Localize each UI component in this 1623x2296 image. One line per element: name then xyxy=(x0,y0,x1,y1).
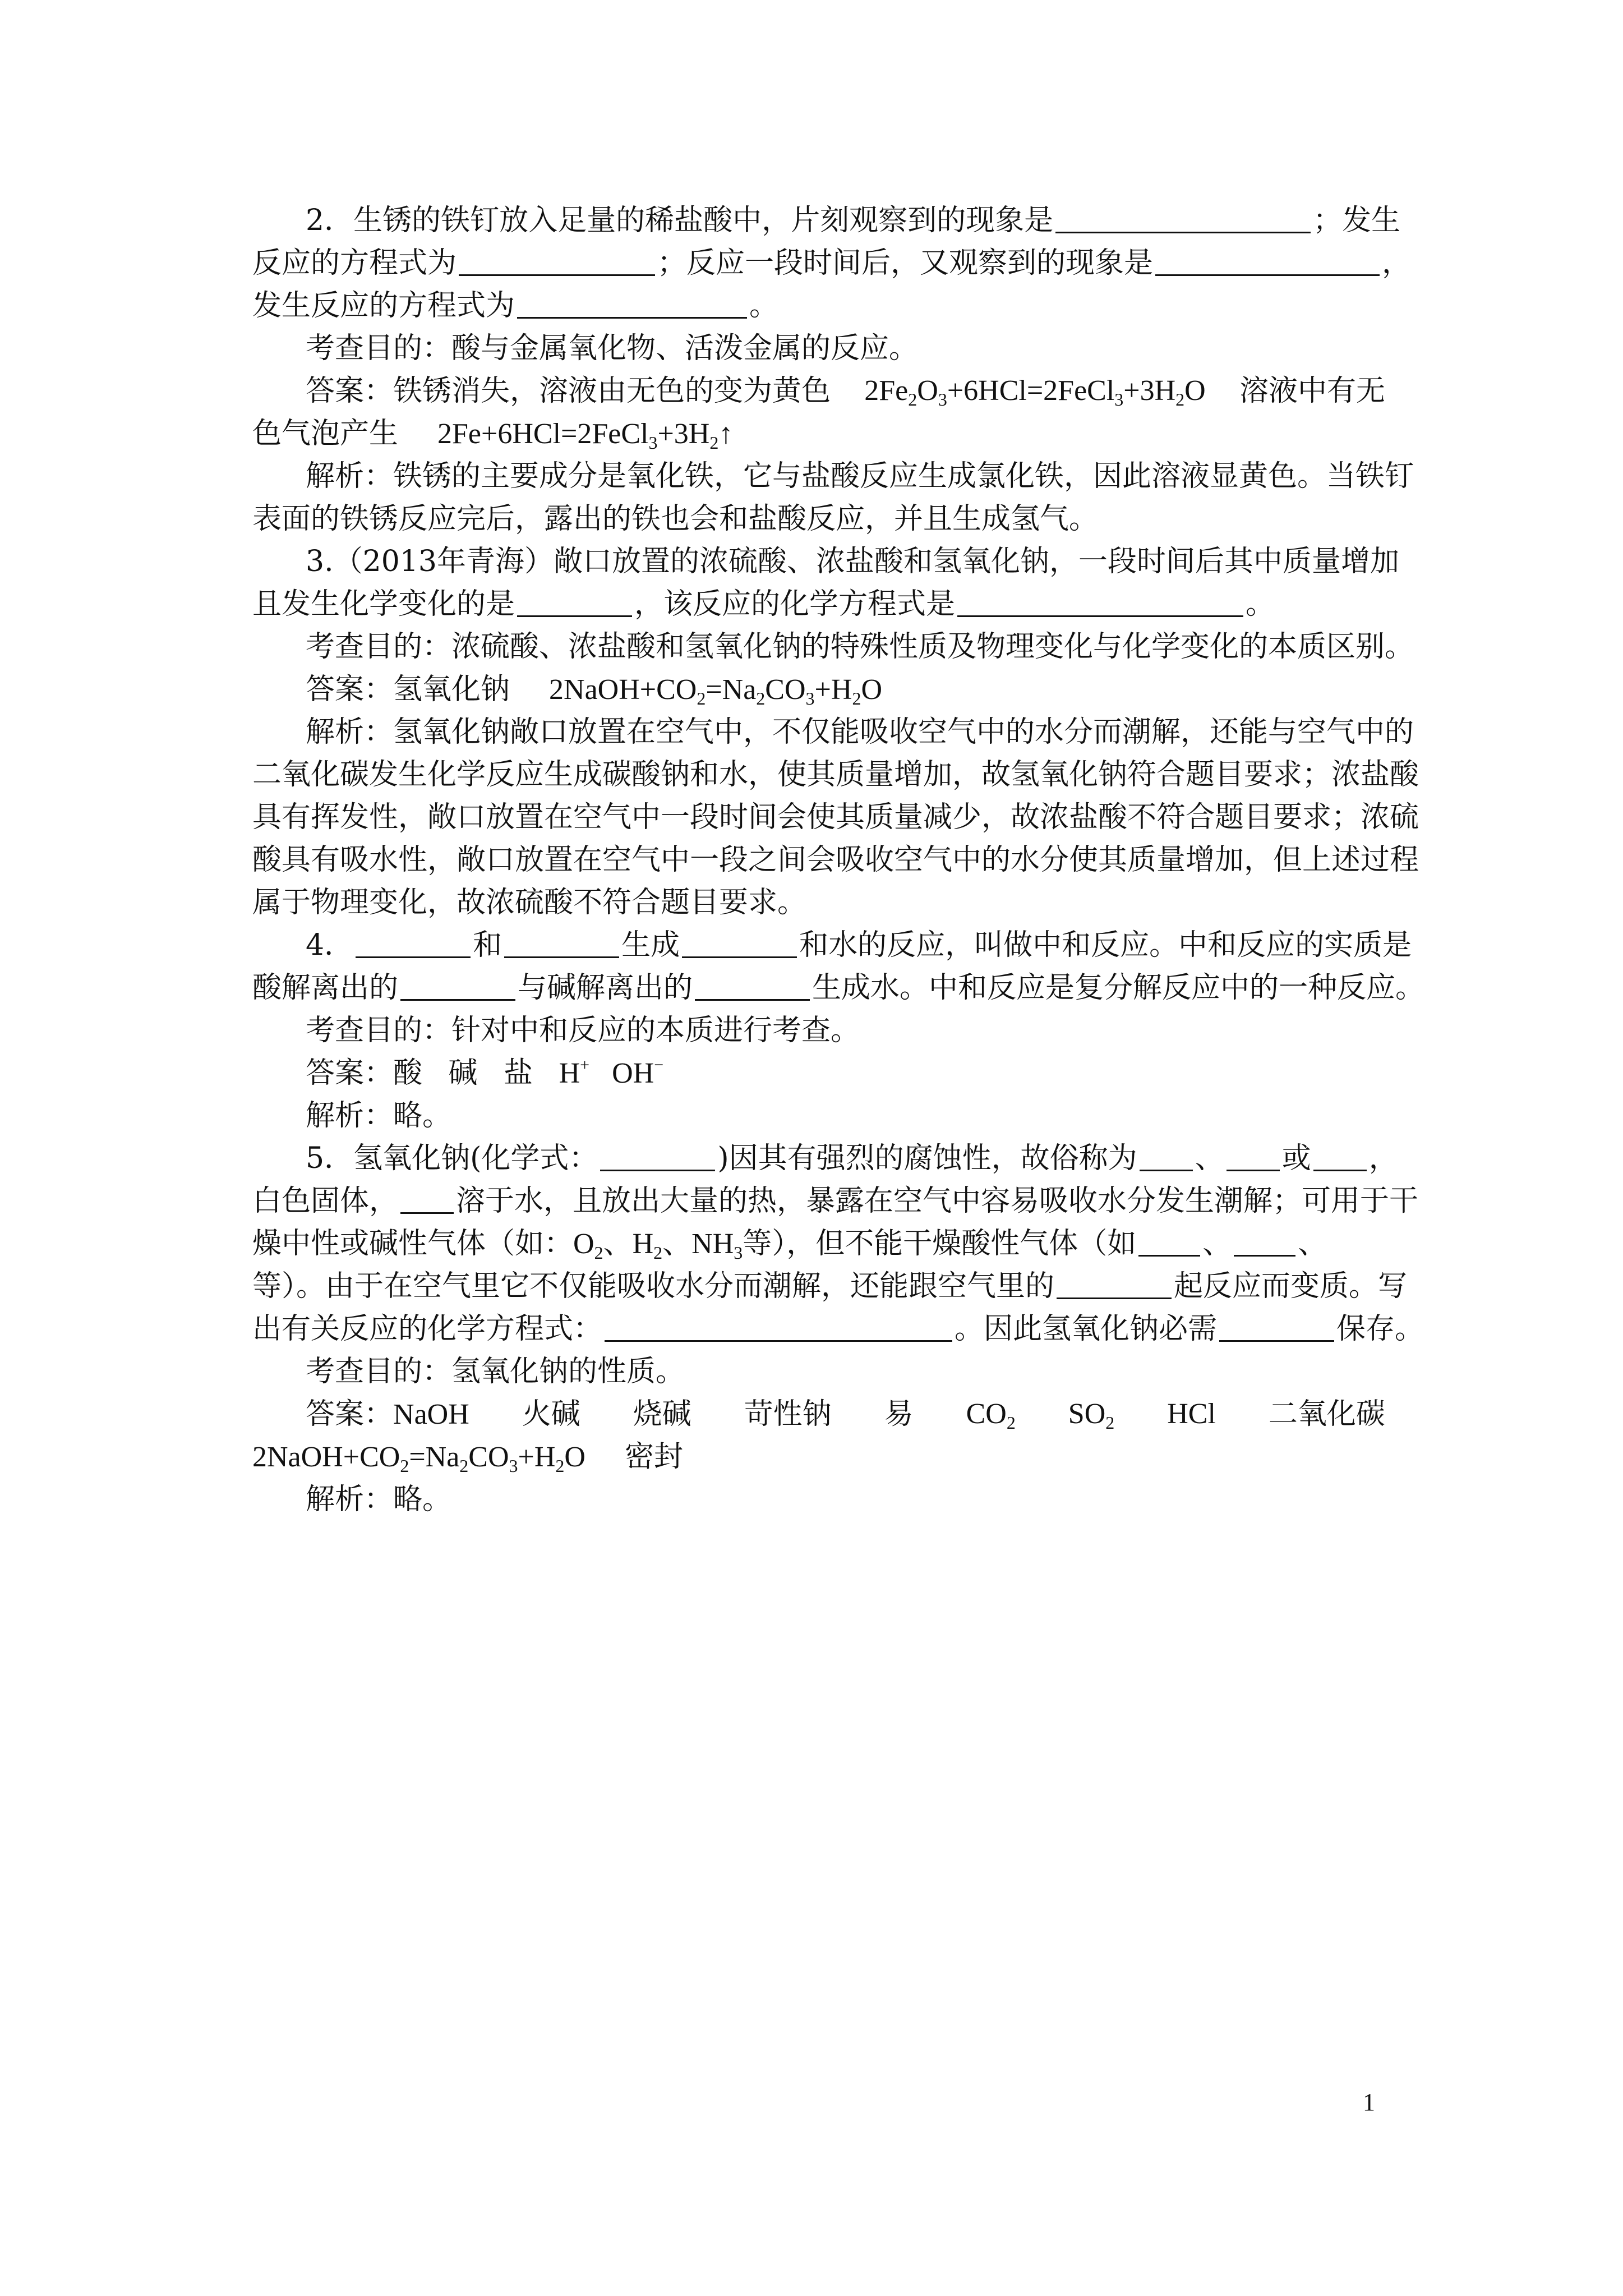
q3-analysis-line3: 具有挥发性，敞口放置在空气中一段时间会使其质量减少，故浓盐酸不符合题目要求；浓硫 xyxy=(252,800,1419,834)
answer-blank[interactable] xyxy=(400,1183,454,1214)
q2-analysis-line2: 表面的铁锈反应完后，露出的铁也会和盐酸反应，并且生成氢气。 xyxy=(252,502,1099,536)
q5-answer-line1: 答案：NaOH 火碱 烧碱 苛性钠 易 $CO_2$ $SO_2$ HCl 二氧化碳 xyxy=(306,1397,1385,1433)
q5-line1: 5．氢氧化钠(化学式： )因其有强烈的腐蚀性，故俗称为 、 或 ， xyxy=(306,1142,1398,1175)
q5-line5: 出有关反应的化学方程式： 。因此氢氧化钠必需 保存。 xyxy=(252,1312,1424,1346)
answer-blank[interactable] xyxy=(1313,1140,1367,1171)
answer-blank[interactable] xyxy=(605,1311,952,1342)
q3-line2: 且发生化学变化的是 ，该反应的化学方程式是 。 xyxy=(252,587,1275,621)
answer-blank[interactable] xyxy=(957,586,1243,617)
q5-analysis: 解析：略。 xyxy=(306,1483,452,1516)
answer-blank[interactable] xyxy=(1138,1226,1200,1257)
q5-purpose: 考查目的：氢氧化钠的性质。 xyxy=(306,1355,685,1388)
answer-blank[interactable] xyxy=(600,1140,715,1171)
q4-answer: 答案：酸 碱 盐 H+ OH− xyxy=(306,1056,664,1090)
answer-blank[interactable] xyxy=(400,970,515,1001)
q2-line1: 2．生锈的铁钉放入足量的稀盐酸中，片刻观察到的现象是 ；发生 xyxy=(306,204,1401,237)
answer-blank[interactable] xyxy=(1227,1140,1280,1171)
q2-purpose: 考查目的：酸与金属氧化物、活泼金属的反应。 xyxy=(306,332,919,365)
q5-line4: 等）。由于在空气里它不仅能吸收水分而潮解，还能跟空气里的 起反应而变质。写 xyxy=(252,1269,1408,1303)
page-number: 1 xyxy=(1363,2088,1375,2116)
q5-line3: 燥中性或碱性气体（如：$O_2$、$H_2$、$NH_3$等），但不能干燥酸性气体（如 、 、 xyxy=(252,1227,1327,1263)
answer-blank[interactable] xyxy=(1055,203,1311,233)
answer-blank[interactable] xyxy=(1057,1268,1172,1299)
answer-blank[interactable] xyxy=(517,586,632,617)
q3-analysis-line2: 二氧化碳发生化学反应生成碳酸钠和水，使其质量增加，故氢氧化钠符合题目要求；浓盐酸 xyxy=(252,758,1419,792)
q3-analysis-line1: 解析：氢氧化钠敞口放置在空气中，不仅能吸收空气中的水分而潮解，还能与空气中的 xyxy=(306,715,1414,749)
answer-blank[interactable] xyxy=(682,927,797,958)
q3-analysis-line5: 属于物理变化，故浓硫酸不符合题目要求。 xyxy=(252,886,807,919)
q4-purpose: 考查目的：针对中和反应的本质进行考查。 xyxy=(306,1014,860,1047)
answer-blank[interactable] xyxy=(1140,1140,1193,1171)
q2-answer-line1: 答案：铁锈消失，溶液由无色的变为黄色 $2Fe_2O_3+6HCl=2FeCl_3+3H_2O$ 溶液中有无 xyxy=(306,374,1385,409)
answer-blank[interactable] xyxy=(1219,1311,1334,1342)
q2-answer-line2: 色气泡产生 $2Fe+6HCl=2FeCl_3+3H_2↑$ xyxy=(252,417,734,453)
q4-analysis: 解析：略。 xyxy=(306,1099,452,1133)
answer-blank[interactable] xyxy=(1155,245,1380,276)
q2-analysis-line1: 解析：铁锈的主要成分是氧化铁，它与盐酸反应生成氯化铁，因此溶液显黄色。当铁钉 xyxy=(306,459,1414,493)
q3-analysis-line4: 酸具有吸水性，敞口放置在空气中一段之间会吸收空气中的水分使其质量增加，但上述过程 xyxy=(252,843,1419,877)
q3-answer: 答案：氢氧化钠 $2NaOH+CO_2=Na_2CO_3+H_2O$ xyxy=(306,673,882,708)
q3-purpose: 考查目的：浓硫酸、浓盐酸和氢氧化钠的特殊性质及物理变化与化学变化的本质区别。 xyxy=(306,630,1414,664)
q5-answer-line2: $2NaOH+CO_2=Na_2CO_3+H_2O$ 密封 xyxy=(252,1440,683,1476)
q2-line2: 反应的方程式为 ；反应一段时间后，又观察到的现象是 ， xyxy=(252,246,1412,280)
answer-blank[interactable] xyxy=(695,970,810,1001)
answer-blank[interactable] xyxy=(459,245,655,276)
answer-blank[interactable] xyxy=(504,927,619,958)
answer-blank[interactable] xyxy=(1234,1226,1295,1257)
q3-line1: 3.（2013年青海）敞口放置的浓硫酸、浓盐酸和氢氧化钠，一段时间后其中质量增加 xyxy=(306,545,1399,578)
q2-line3: 发生反应的方程式为 。 xyxy=(252,289,779,323)
q4-line2: 酸解离出的 与碱解离出的 生成水。中和反应是复分解反应中的一种反应。 xyxy=(252,971,1425,1005)
answer-blank[interactable] xyxy=(517,288,747,319)
q4-line1: 4． 和 生成 和水的反应，叫做中和反应。中和反应的实质是 xyxy=(306,928,1412,962)
q5-line2: 白色固体， 溶于水，且放出大量的热，暴露在空气中容易吸收水分发生潮解；可用于干 xyxy=(252,1184,1419,1218)
answer-blank[interactable] xyxy=(356,927,471,958)
